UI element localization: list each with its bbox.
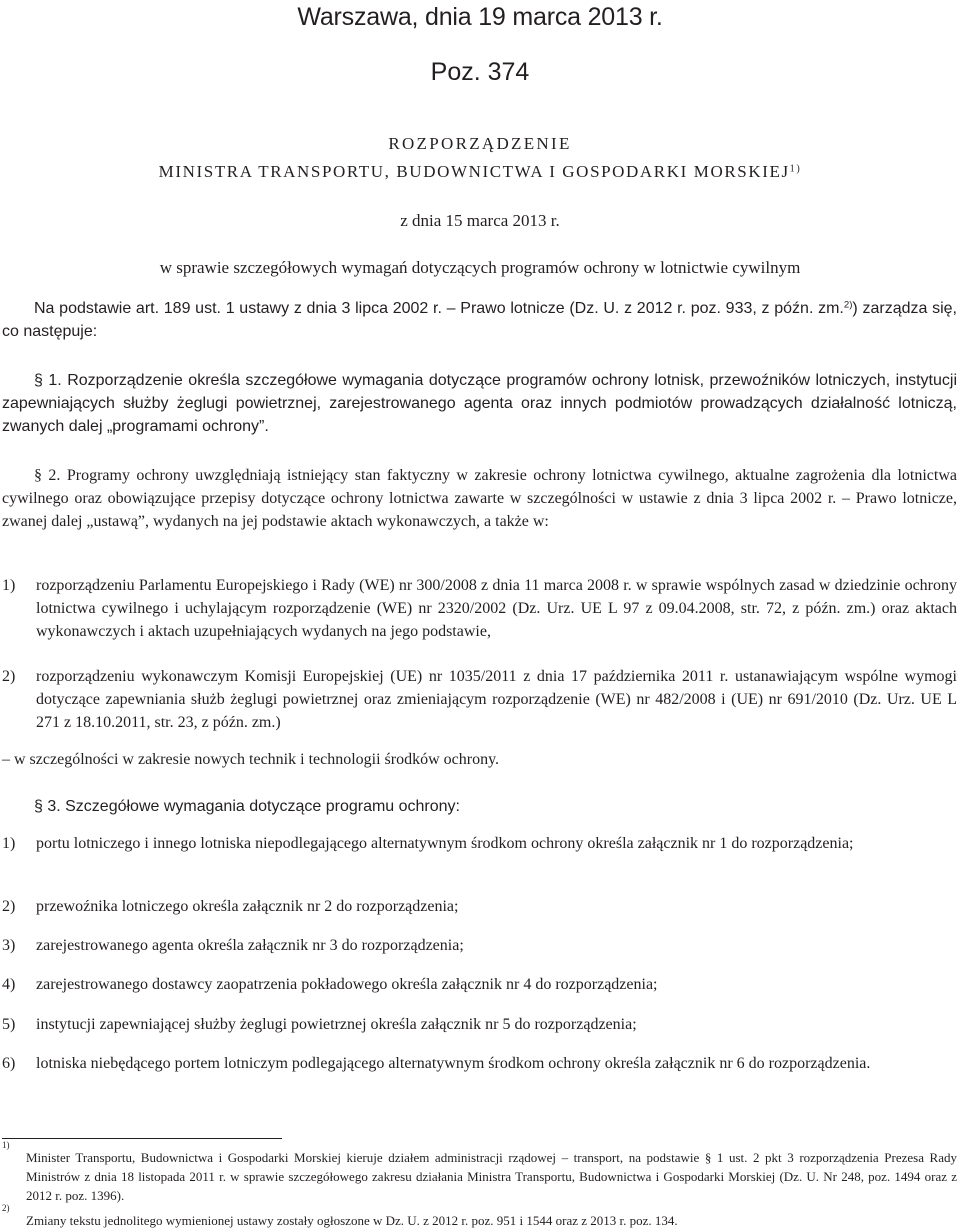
dash-clause: – w szczególności w zakresie nowych technik i technologii środków ochrony.	[2, 751, 500, 768]
preamble-text: Na podstawie art. 189 ust. 1 ustawy z dnia 3 lipca 2002 r. – Prawo lotnicze (Dz. U. z 2012 r. poz. 933, z późn. zm.	[34, 300, 844, 317]
footnote-ref-1: 1)	[789, 163, 802, 175]
footnote-text: Minister Transportu, Budownictwa i Gospodarki Morskiej kieruje działem administracji rządowej – transport, na podstawie § 1 ust. 2 pkt 3 rozporządzenia Prezesa Rady Ministrów z dnia 18 listopada 2011 r. w sprawie szczegółowego zakresu działania Ministra Transportu, Budownictwa i Gospodarki Morskiej (Dz. U. Nr 248, poz. 1494 oraz z 2012 r. poz. 1396).	[26, 1150, 957, 1203]
list-item-text: lotniska niebędącego portem lotniczym podlegającego alternatywnym środkom ochrony określa załącznik nr 6 do rozporządzenia.	[36, 1055, 871, 1072]
list-item-text: rozporządzeniu Parlamentu Europejskiego i Rady (WE) nr 300/2008 z dnia 11 marca 2008 r. w sprawie wspólnych zasad w dziedzinie ochrony lotnictwa cywilnego i uchylającym rozporządzenie (WE) nr 2320/2002 (Dz. Urz. UE L 97 z 09.04.2008, str. 72, z późn. zm.) oraz aktach wykonawczych i aktach uzupełniających wydanych na jego podstawie,	[36, 577, 957, 640]
list-item-text: portu lotniczego i innego lotniska niepodlegającego alternatywnym środkom ochrony określa załącznik nr 1 do rozporządzenia;	[36, 835, 854, 852]
list-item-number: 1)	[2, 577, 16, 594]
act-date: z dnia 15 marca 2013 r.	[400, 211, 560, 230]
document-date-header: Warszawa, dnia 19 marca 2013 r.	[297, 3, 663, 31]
act-type-title: ROZPORZĄDZENIE	[388, 134, 572, 153]
paragraph-3: § 3. Szczegółowe wymagania dotyczące programu ochrony:	[34, 798, 460, 815]
list-item-number: 6)	[2, 1055, 16, 1072]
list-item-number: 4)	[2, 976, 16, 993]
issuing-authority-text: MINISTRA TRANSPORTU, BUDOWNICTWA I GOSPODARKI MORSKIEJ	[158, 162, 790, 181]
list-item-text: przewoźnika lotniczego określa załącznik nr 2 do rozporządzenia;	[36, 898, 459, 915]
paragraph-2: § 2. Programy ochrony uwzględniają istniejący stan faktyczny w zakresie ochrony lotnictwa cywilnego, aktualne zagrożenia dla lotnictwa cywilnego oraz obowiązujące przepisy dotyczące ochrony lotnictwa zawarte w szczególności w ustawie z dnia 3 lipca 2002 r. – Prawo lotnicze, zwanej dalej „ustawą”, wydanych na jej podstawie aktach wykonawczych, a także w:	[2, 467, 957, 530]
list-item-number: 2)	[2, 898, 16, 915]
preamble-text-end: ) zarządza się, co następuje:	[2, 300, 958, 340]
list-item-number: 5)	[2, 1016, 16, 1033]
preamble	[2, 297, 957, 343]
list-item-text: zarejestrowanego dostawcy zaopatrzenia pokładowego określa załącznik nr 4 do rozporządzenia;	[36, 976, 658, 993]
position-number: Poz. 374	[430, 58, 530, 86]
list-item-number: 1)	[2, 835, 16, 852]
footnote-separator	[2, 1138, 282, 1139]
list-item-text: instytucji zapewniającej służby żeglugi powietrznej określa załącznik nr 5 do rozporządzenia;	[36, 1016, 637, 1033]
paragraph-1: § 1. Rozporządzenie określa szczegółowe wymagania dotyczące programów ochrony lotnisk, przewoźników lotniczych, instytucji zapewniających służby żeglugi powietrznej, zarejestrowanego agenta oraz innych podmiotów prowadzących działalność lotniczą, zwanych dalej „programami ochrony”.	[2, 372, 957, 435]
footnote-ref-2: 2)	[843, 299, 853, 311]
act-subject: w sprawie szczegółowych wymagań dotyczących programów ochrony w lotnictwie cywilnym	[159, 258, 801, 277]
list-item-text: zarejestrowanego agenta określa załącznik nr 3 do rozporządzenia;	[36, 937, 464, 954]
issuing-authority-title	[0, 162, 960, 182]
list-item-text: rozporządzeniu wykonawczym Komisji Europejskiej (UE) nr 1035/2011 z dnia 17 października 2011 r. ustanawiającym wspólne wymogi dotyczące zapewniania służb żeglugi powietrznej oraz zmieniającym rozporządzenie (WE) nr 482/2008 i (UE) nr 691/2010 (Dz. Urz. UE L 271 z 18.10.2011, str. 23, z późn. zm.)	[36, 668, 957, 731]
list-item-number: 2)	[2, 668, 16, 685]
list-item-number: 3)	[2, 937, 16, 954]
footnote-text: Zmiany tekstu jednolitego wymienionej ustawy zostały ogłoszone w Dz. U. z 2012 r. poz. 951 i 1544 oraz z 2013 r. poz. 134.	[26, 1213, 678, 1228]
